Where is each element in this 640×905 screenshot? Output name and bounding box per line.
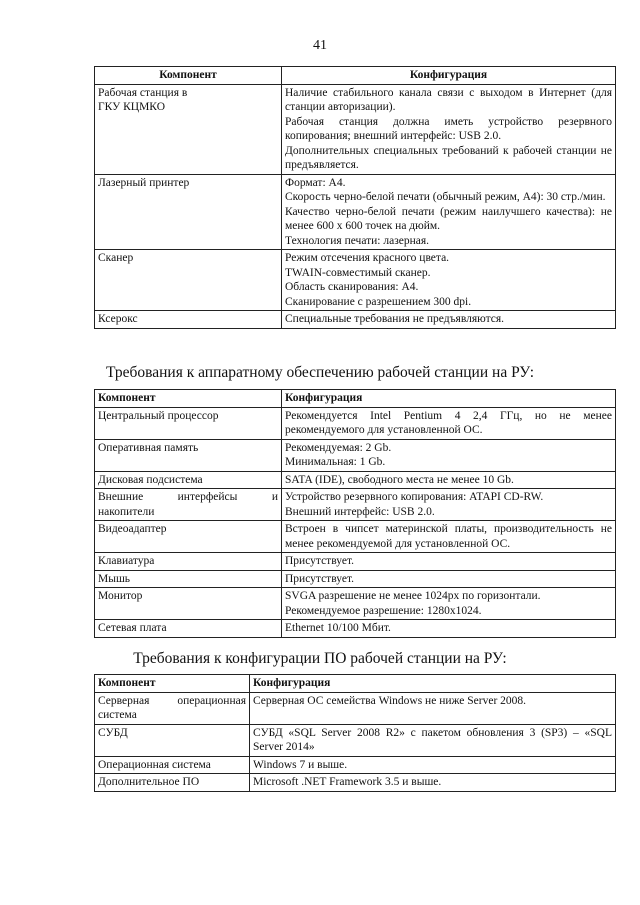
component-cell	[95, 489, 282, 521]
component-cell	[95, 471, 282, 489]
component-cell	[95, 250, 282, 311]
component-line: система	[98, 709, 137, 721]
hardware-table	[94, 389, 616, 638]
configuration-line: Сканирование с разрешением 300 dpi.	[285, 295, 472, 308]
component-cell	[95, 774, 250, 792]
table-row	[95, 553, 616, 571]
configuration-cell	[250, 692, 616, 724]
page-number: 41	[313, 38, 327, 53]
component-cell	[95, 174, 282, 250]
table-row	[95, 471, 616, 489]
configuration-line: СУБД «SQL Server 2008 R2» с пакетом обновления 3 (SP3) – «SQL Server 2014»	[253, 726, 612, 753]
configuration-cell	[282, 407, 616, 439]
component-line: накопители	[98, 505, 155, 518]
configuration-line: Область сканирования: А4.	[285, 281, 419, 293]
component-cell	[95, 692, 250, 724]
configuration-line: Рекомендуемая: 2 Gb.	[285, 441, 392, 454]
component-cell	[95, 84, 282, 174]
configuration-cell	[250, 756, 616, 774]
component-line: Монитор	[98, 590, 143, 602]
component-line: СУБД	[98, 726, 128, 739]
table-row	[95, 250, 616, 311]
configuration-cell	[282, 439, 616, 471]
table-row	[95, 620, 616, 638]
component-line: Дисковая подсистема	[98, 473, 203, 486]
configuration-line: Внешний интерфейс: USB 2.0.	[285, 505, 435, 518]
configuration-line: Рекомендуемое разрешение: 1280x1024.	[285, 604, 482, 617]
configuration-cell	[282, 250, 616, 311]
configuration-line: Качество черно-белой печати (режим наилучшего качества): не менее 600 х 600 точек на дюйм.	[285, 205, 612, 232]
hardware-requirements-heading: Требования к аппаратному обеспечению рабочей станции на РУ:	[105, 364, 534, 381]
table-row	[95, 692, 616, 724]
configuration-line: Минимальная: 1 Gb.	[285, 456, 386, 468]
software-requirements-heading: Требования к конфигурации ПО рабочей станции на РУ:	[133, 650, 507, 667]
table-row	[95, 174, 616, 250]
component-line: Сетевая плата	[98, 622, 167, 634]
component-line: Сканер	[98, 252, 134, 264]
table-row	[95, 407, 616, 439]
table-row	[95, 724, 616, 756]
configuration-cell	[282, 521, 616, 553]
table-row	[95, 774, 616, 792]
configuration-line: Дополнительных специальных требований к рабочей станции не предъявляется.	[285, 144, 612, 171]
component-line: Оперативная память	[98, 441, 199, 454]
header-configuration: Конфигурация	[282, 67, 616, 85]
table-row	[95, 570, 616, 588]
component-cell	[95, 756, 250, 774]
configuration-line: SATA (IDE), свободного места не менее 10 Gb.	[285, 473, 514, 486]
configuration-line: Ethernet 10/100 Мбит.	[285, 622, 391, 634]
component-cell	[95, 407, 282, 439]
component-line: Дополнительное ПО	[98, 776, 200, 788]
configuration-cell	[282, 311, 616, 329]
configuration-cell	[282, 570, 616, 588]
configuration-cell	[250, 724, 616, 756]
configuration-cell	[282, 553, 616, 571]
configuration-cell	[282, 489, 616, 521]
component-line: Видеоадаптер	[98, 523, 167, 535]
table-row	[95, 84, 616, 174]
table-row	[95, 489, 616, 521]
table-row	[95, 439, 616, 471]
configuration-line: Присутствует.	[285, 555, 354, 567]
component-cell	[95, 724, 250, 756]
configuration-line: Присутствует.	[285, 572, 354, 585]
component-cell	[95, 553, 282, 571]
configuration-cell	[250, 774, 616, 792]
table-row	[95, 311, 616, 329]
configuration-cell	[282, 471, 616, 489]
component-cell	[95, 439, 282, 471]
configuration-line: Формат: А4.	[285, 176, 346, 189]
configuration-cell	[282, 174, 616, 250]
component-cell	[95, 521, 282, 553]
component-cell	[95, 620, 282, 638]
table-header-row	[95, 675, 616, 693]
configuration-cell	[282, 620, 616, 638]
component-line: Мышь	[98, 572, 131, 585]
configuration-cell	[282, 84, 616, 174]
header-component: Компонент	[95, 67, 282, 85]
component-line: Операционная система	[98, 758, 211, 771]
configuration-line: TWAIN-совместимый сканер.	[285, 266, 431, 279]
configuration-cell	[282, 588, 616, 620]
header-component: Компонент	[95, 675, 250, 693]
table-row	[95, 588, 616, 620]
configuration-line: Microsoft .NET Framework 3.5 и выше.	[253, 776, 442, 788]
component-line: Внешние интерфейсы и	[98, 491, 278, 503]
component-cell	[95, 588, 282, 620]
table-row	[95, 756, 616, 774]
component-cell	[95, 311, 282, 329]
component-line: Лазерный принтер	[98, 176, 190, 189]
table-row	[95, 521, 616, 553]
table-header-row	[95, 390, 616, 408]
component-line: Рабочая станция в	[98, 86, 188, 99]
table-header-row	[95, 67, 616, 85]
component-cell	[95, 570, 282, 588]
configuration-line: Рекомендуется Intel Pentium 4 2,4 ГГц, но не менее рекомендуемого для установленной ОС.	[285, 409, 612, 436]
header-component: Компонент	[95, 390, 282, 408]
equipment-table	[94, 66, 616, 329]
configuration-line: Рабочая станция должна иметь устройство резервного копирования; внешний интерфейс: USB 2.0.	[285, 115, 612, 142]
header-configuration: Конфигурация	[282, 390, 616, 408]
component-line: Центральный процессор	[98, 409, 219, 422]
component-line: Клавиатура	[98, 555, 155, 567]
configuration-line: Устройство резервного копирования: ATAPI CD-RW.	[285, 491, 544, 503]
configuration-line: Windows 7 и выше.	[253, 758, 348, 771]
configuration-line: Серверная ОС семейства Windows не ниже Server 2008.	[253, 694, 527, 707]
configuration-line: Технология печати: лазерная.	[285, 234, 430, 247]
component-line: ГКУ КЦМКО	[98, 101, 165, 113]
configuration-line: Специальные требования не предъявляются.	[285, 313, 505, 325]
software-table	[94, 674, 616, 792]
configuration-line: Встроен в чипсет материнской платы, производительность не менее рекомендуемой для установленной ОС.	[285, 523, 612, 550]
component-line: Ксерокс	[98, 313, 138, 325]
header-configuration: Конфигурация	[250, 675, 616, 693]
configuration-line: SVGA разрешение не менее 1024px по горизонтали.	[285, 590, 541, 602]
component-line: Серверная операционная	[98, 694, 246, 707]
configuration-line: Скорость черно-белой печати (обычный режим, А4): 30 стр./мин.	[285, 191, 606, 203]
configuration-line: Наличие стабильного канала связи с выходом в Интернет (для станции авторизации).	[285, 86, 612, 113]
configuration-line: Режим отсечения красного цвета.	[285, 252, 450, 264]
